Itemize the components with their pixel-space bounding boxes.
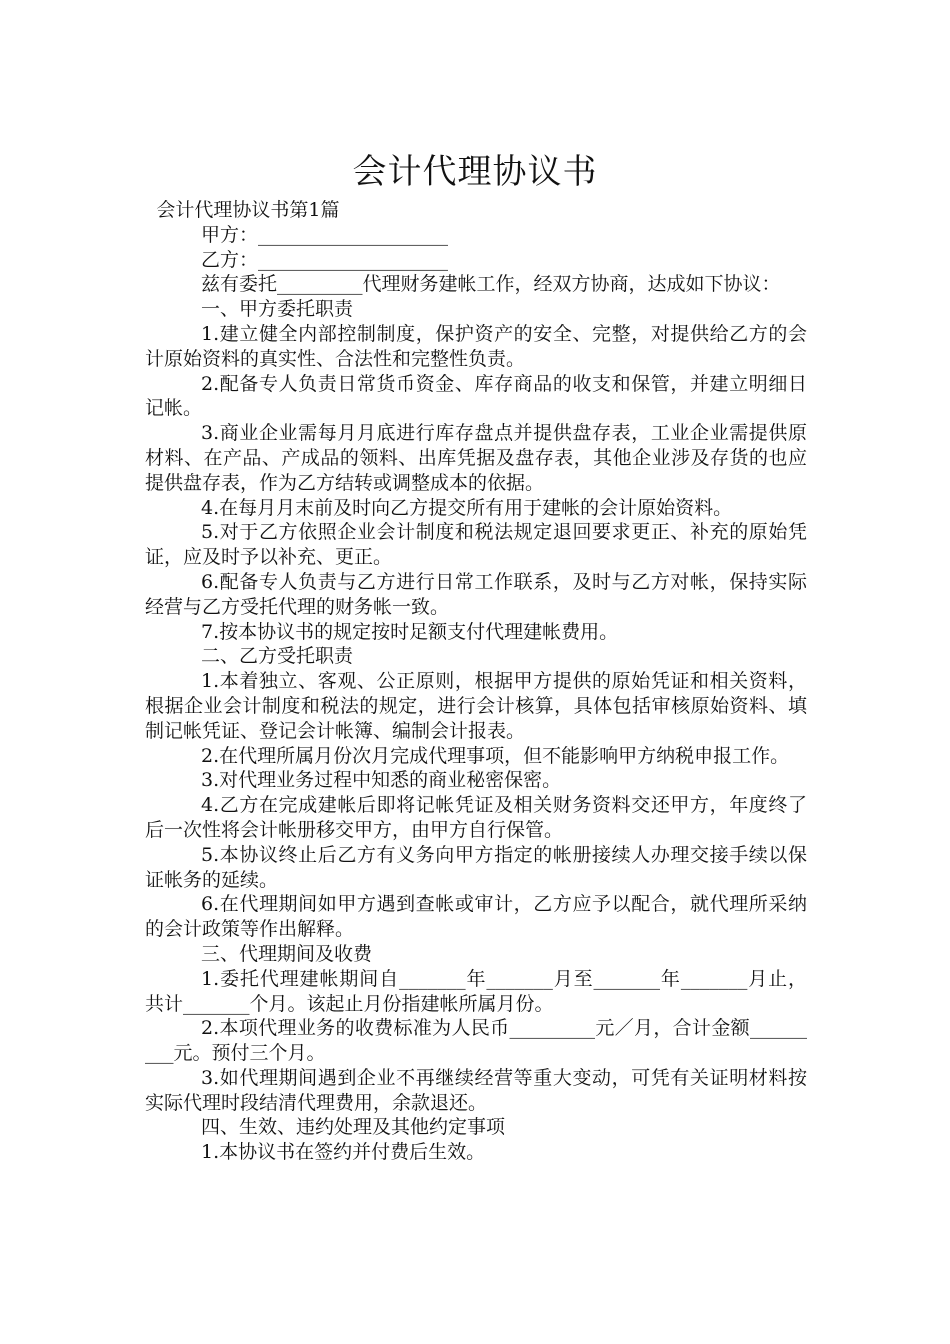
section-heading: 四、生效、违约处理及其他约定事项	[201, 1116, 506, 1139]
clause-paragraph: 6.配备专人负责与乙方进行日常工作联系，及时与乙方对帐，保持实际经营与乙方受托代理的财务帐一致。	[145, 570, 807, 618]
clause-paragraph: 3.商业企业需每月月底进行库存盘点并提供盘存表，工业企业需提供原材料、在产品、产成品的领料、出库凭据及盘存表，其他企业涉及存货的也应提供盘存表，作为乙方结转或调整成本的依据。	[145, 422, 807, 494]
clause-paragraph: 2.本项代理业务的收费标准为人民币_________元／月，合计金额_________元。预付三个月。	[145, 1017, 807, 1065]
section-heading: 一、甲方委托职责	[201, 298, 354, 321]
party-a-line: 甲方：____________________	[201, 223, 449, 246]
clause-paragraph: 3.对代理业务过程中知悉的商业秘密保密。	[201, 769, 562, 792]
intro-paragraph: 兹有委托_________代理财务建帐工作，经双方协商，达成如下协议：	[201, 273, 781, 296]
document-body	[145, 198, 807, 1165]
clause-paragraph: 1.本协议书在签约并付费后生效。	[201, 1141, 486, 1164]
clause-paragraph: 5.本协议终止后乙方有义务向甲方指定的帐册接续人办理交接手续以保证帐务的延续。	[145, 843, 807, 891]
clause-paragraph: 5.对于乙方依照企业会计制度和税法规定退回要求更正、补充的原始凭证，应及时予以补充、更正。	[145, 521, 807, 569]
clause-paragraph: 4.在每月月末前及时向乙方提交所有用于建帐的会计原始资料。	[201, 496, 733, 519]
clause-paragraph: 1.建立健全内部控制制度，保护资产的安全、完整，对提供给乙方的会计原始资料的真实性、合法性和完整性负责。	[145, 322, 807, 370]
clause-paragraph: 6.在代理期间如甲方遇到查帐或审计，乙方应予以配合，就代理所采纳的会计政策等作出解释。	[145, 893, 807, 941]
clause-paragraph: 1.委托代理建帐期间自_______年_______月至_______年_______月止，共计_______个月。该起止月份指建帐所属月份。	[145, 967, 807, 1015]
clause-paragraph: 1.本着独立、客观、公正原则，根据甲方提供的原始凭证和相关资料，根据企业会计制度和税法的规定，进行会计核算，具体包括审核原始资料、填制记帐凭证、登记会计帐簿、编制会计报表。	[145, 670, 807, 742]
clause-paragraph: 2.配备专人负责日常货币资金、库存商品的收支和保管，并建立明细日记帐。	[145, 372, 807, 420]
document-title: 会计代理协议书	[352, 151, 598, 192]
section-heading: 三、代理期间及收费	[201, 942, 373, 965]
section-heading: 二、乙方受托职责	[201, 645, 354, 668]
party-b-line: 乙方：____________________	[201, 248, 449, 271]
clause-paragraph: 7.按本协议书的规定按时足额支付代理建帐费用。	[201, 620, 619, 643]
clause-paragraph: 2.在代理所属月份次月完成代理事项，但不能影响甲方纳税申报工作。	[201, 744, 790, 767]
clause-paragraph: 3.如代理期间遇到企业不再继续经营等重大变动，可凭有关证明材料按实际代理时段结清代理费用，余款退还。	[145, 1066, 807, 1114]
clause-paragraph: 4.乙方在完成建帐后即将记帐凭证及相关财务资料交还甲方，年度终了后一次性将会计帐册移交甲方，由甲方自行保管。	[145, 794, 807, 841]
document-subtitle: 会计代理协议书第1篇	[156, 199, 340, 221]
